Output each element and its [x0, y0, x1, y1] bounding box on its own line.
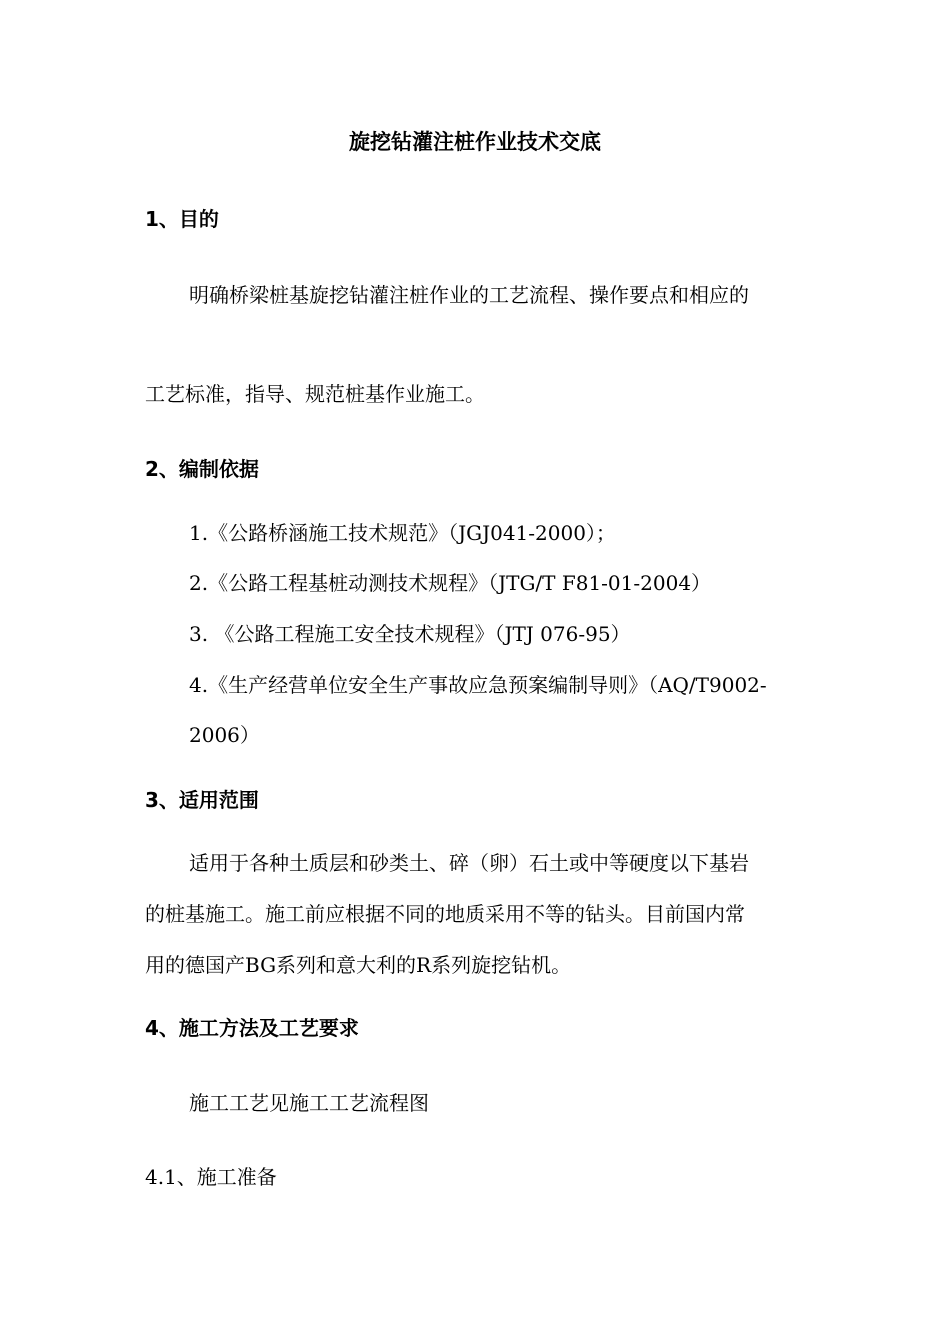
document-title: 旋挖钻灌注桩作业技术交底: [349, 130, 601, 154]
reference-item-4: 4.《生产经营单位安全生产事故应急预案编制导则》（AQ/T9002-: [189, 673, 767, 697]
section-1-paragraph-line-1: 明确桥梁桩基旋挖钻灌注桩作业的工艺流程、操作要点和相应的: [189, 283, 749, 307]
section-3-paragraph-line-1: 适用于各种土质层和砂类土、碎（卵）石土或中等硬度以下基岩: [189, 851, 749, 875]
section-1-paragraph-line-2: 工艺标准，指导、规范桩基作业施工。: [145, 382, 485, 406]
reference-item-4-continued: 2006）: [189, 723, 260, 747]
section-4-paragraph-line-1: 施工工艺见施工工艺流程图: [189, 1091, 429, 1115]
section-3-paragraph-line-2: 的桩基施工。施工前应根据不同的地质采用不等的钻头。目前国内常: [145, 902, 745, 926]
section-3-paragraph-line-3: 用的德国产BG系列和意大利的R系列旋挖钻机。: [145, 953, 572, 977]
section-1-heading: 1、目的: [145, 207, 219, 231]
subsection-4-1-heading: 4.1、施工准备: [145, 1165, 277, 1189]
section-2-heading: 2、编制依据: [145, 457, 259, 481]
reference-item-2: 2.《公路工程基桩动测技术规程》（JTG/T F81-01-2004）: [189, 571, 712, 595]
reference-item-1: 1.《公路桥涵施工技术规范》（JGJ041-2000）；: [189, 521, 616, 545]
reference-item-3: 3. 《公路工程施工安全技术规程》（JTJ 076-95）: [189, 622, 631, 646]
section-4-heading: 4、施工方法及工艺要求: [145, 1016, 359, 1040]
section-3-heading: 3、适用范围: [145, 788, 259, 812]
